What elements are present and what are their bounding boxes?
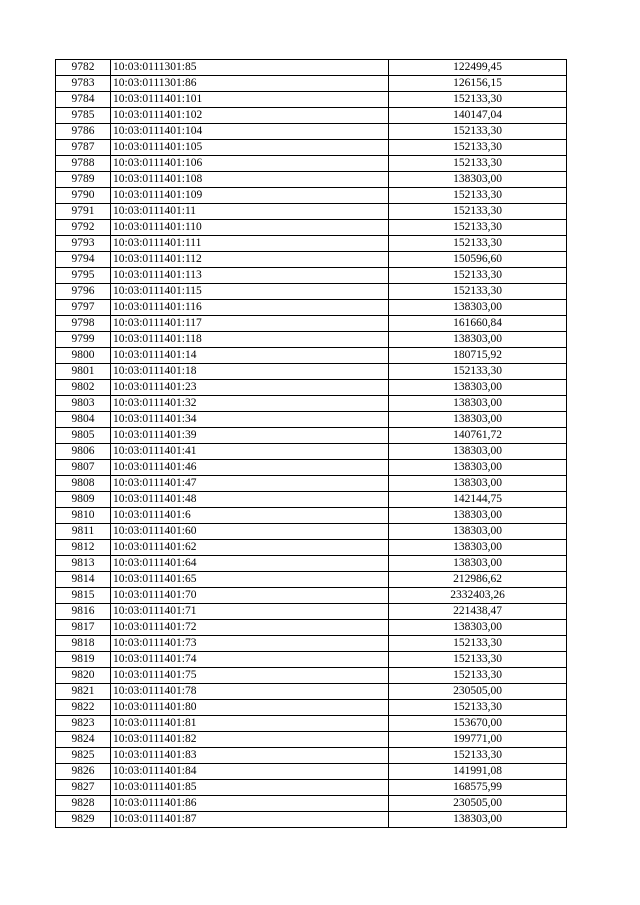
- cadastral-number-cell: 10:03:0111401:85: [111, 780, 389, 796]
- cadastral-number-cell: 10:03:0111401:86: [111, 796, 389, 812]
- amount-cell: 138303,00: [389, 396, 567, 412]
- row-number-cell: 9788: [56, 156, 111, 172]
- row-number-cell: 9812: [56, 540, 111, 556]
- row-number-cell: 9790: [56, 188, 111, 204]
- table-row: [56, 76, 567, 92]
- table-row: [56, 588, 567, 604]
- cadastral-number-cell: 10:03:0111401:62: [111, 540, 389, 556]
- table-row: [56, 620, 567, 636]
- amount-cell: 152133,30: [389, 188, 567, 204]
- amount-cell: 140147,04: [389, 108, 567, 124]
- amount-cell: 138303,00: [389, 460, 567, 476]
- amount-cell: 152133,30: [389, 652, 567, 668]
- cadastral-number-cell: 10:03:0111401:47: [111, 476, 389, 492]
- row-number-cell: 9817: [56, 620, 111, 636]
- data-table: [55, 59, 567, 828]
- row-number-cell: 9808: [56, 476, 111, 492]
- table-row: [56, 524, 567, 540]
- row-number-cell: 9804: [56, 412, 111, 428]
- amount-cell: 152133,30: [389, 124, 567, 140]
- table-row: [56, 348, 567, 364]
- table-row: [56, 476, 567, 492]
- table-row: [56, 572, 567, 588]
- row-number-cell: 9829: [56, 812, 111, 828]
- table-row: [56, 92, 567, 108]
- cadastral-number-cell: 10:03:0111401:112: [111, 252, 389, 268]
- amount-cell: 142144,75: [389, 492, 567, 508]
- cadastral-number-cell: 10:03:0111401:11: [111, 204, 389, 220]
- table-row: [56, 652, 567, 668]
- cadastral-number-cell: 10:03:0111401:32: [111, 396, 389, 412]
- amount-cell: 212986,62: [389, 572, 567, 588]
- cadastral-number-cell: 10:03:0111401:83: [111, 748, 389, 764]
- amount-cell: 161660,84: [389, 316, 567, 332]
- table-row: [56, 204, 567, 220]
- amount-cell: 152133,30: [389, 748, 567, 764]
- table-row: [56, 140, 567, 156]
- amount-cell: 152133,30: [389, 636, 567, 652]
- row-number-cell: 9806: [56, 444, 111, 460]
- table-row: [56, 508, 567, 524]
- row-number-cell: 9794: [56, 252, 111, 268]
- table-row: [56, 668, 567, 684]
- amount-cell: 152133,30: [389, 92, 567, 108]
- amount-cell: 141991,08: [389, 764, 567, 780]
- table-row: [56, 108, 567, 124]
- cadastral-number-cell: 10:03:0111401:60: [111, 524, 389, 540]
- cadastral-number-cell: 10:03:0111401:72: [111, 620, 389, 636]
- amount-cell: 138303,00: [389, 172, 567, 188]
- table-body: [56, 60, 567, 828]
- row-number-cell: 9797: [56, 300, 111, 316]
- row-number-cell: 9827: [56, 780, 111, 796]
- row-number-cell: 9814: [56, 572, 111, 588]
- table-row: [56, 268, 567, 284]
- cadastral-number-cell: 10:03:0111401:108: [111, 172, 389, 188]
- cadastral-number-cell: 10:03:0111401:70: [111, 588, 389, 604]
- cadastral-number-cell: 10:03:0111401:75: [111, 668, 389, 684]
- table-row: [56, 284, 567, 300]
- cadastral-number-cell: 10:03:0111301:85: [111, 60, 389, 76]
- row-number-cell: 9826: [56, 764, 111, 780]
- table-row: [56, 364, 567, 380]
- amount-cell: 140761,72: [389, 428, 567, 444]
- row-number-cell: 9784: [56, 92, 111, 108]
- cadastral-number-cell: 10:03:0111401:23: [111, 380, 389, 396]
- cadastral-number-cell: 10:03:0111401:74: [111, 652, 389, 668]
- amount-cell: 138303,00: [389, 508, 567, 524]
- cadastral-number-cell: 10:03:0111401:113: [111, 268, 389, 284]
- row-number-cell: 9811: [56, 524, 111, 540]
- table-row: [56, 700, 567, 716]
- amount-cell: 152133,30: [389, 284, 567, 300]
- row-number-cell: 9813: [56, 556, 111, 572]
- amount-cell: 138303,00: [389, 620, 567, 636]
- cadastral-number-cell: 10:03:0111401:48: [111, 492, 389, 508]
- cadastral-number-cell: 10:03:0111401:14: [111, 348, 389, 364]
- cadastral-number-cell: 10:03:0111401:115: [111, 284, 389, 300]
- row-number-cell: 9822: [56, 700, 111, 716]
- amount-cell: 138303,00: [389, 380, 567, 396]
- row-number-cell: 9823: [56, 716, 111, 732]
- amount-cell: 230505,00: [389, 684, 567, 700]
- amount-cell: 168575,99: [389, 780, 567, 796]
- cadastral-number-cell: 10:03:0111401:41: [111, 444, 389, 460]
- table-row: [56, 172, 567, 188]
- cadastral-number-cell: 10:03:0111401:71: [111, 604, 389, 620]
- table-row: [56, 540, 567, 556]
- cadastral-number-cell: 10:03:0111401:81: [111, 716, 389, 732]
- amount-cell: 153670,00: [389, 716, 567, 732]
- amount-cell: 152133,30: [389, 140, 567, 156]
- row-number-cell: 9798: [56, 316, 111, 332]
- row-number-cell: 9783: [56, 76, 111, 92]
- amount-cell: 122499,45: [389, 60, 567, 76]
- cadastral-number-cell: 10:03:0111401:78: [111, 684, 389, 700]
- amount-cell: 138303,00: [389, 332, 567, 348]
- table-row: [56, 220, 567, 236]
- row-number-cell: 9824: [56, 732, 111, 748]
- row-number-cell: 9793: [56, 236, 111, 252]
- cadastral-number-cell: 10:03:0111401:111: [111, 236, 389, 252]
- row-number-cell: 9786: [56, 124, 111, 140]
- table-row: [56, 732, 567, 748]
- amount-cell: 199771,00: [389, 732, 567, 748]
- amount-cell: 138303,00: [389, 476, 567, 492]
- table-row: [56, 332, 567, 348]
- row-number-cell: 9792: [56, 220, 111, 236]
- amount-cell: 138303,00: [389, 444, 567, 460]
- cadastral-number-cell: 10:03:0111401:116: [111, 300, 389, 316]
- table-row: [56, 444, 567, 460]
- cadastral-number-cell: 10:03:0111401:87: [111, 812, 389, 828]
- table-row: [56, 764, 567, 780]
- row-number-cell: 9791: [56, 204, 111, 220]
- cadastral-number-cell: 10:03:0111401:64: [111, 556, 389, 572]
- cadastral-number-cell: 10:03:0111301:86: [111, 76, 389, 92]
- amount-cell: 180715,92: [389, 348, 567, 364]
- amount-cell: 221438,47: [389, 604, 567, 620]
- row-number-cell: 9782: [56, 60, 111, 76]
- row-number-cell: 9803: [56, 396, 111, 412]
- row-number-cell: 9799: [56, 332, 111, 348]
- cadastral-number-cell: 10:03:0111401:110: [111, 220, 389, 236]
- table-row: [56, 60, 567, 76]
- amount-cell: 126156,15: [389, 76, 567, 92]
- table-row: [56, 380, 567, 396]
- table-row: [56, 748, 567, 764]
- cadastral-number-cell: 10:03:0111401:106: [111, 156, 389, 172]
- cadastral-number-cell: 10:03:0111401:109: [111, 188, 389, 204]
- amount-cell: 138303,00: [389, 412, 567, 428]
- amount-cell: 138303,00: [389, 300, 567, 316]
- row-number-cell: 9787: [56, 140, 111, 156]
- table-row: [56, 812, 567, 828]
- row-number-cell: 9820: [56, 668, 111, 684]
- amount-cell: 152133,30: [389, 364, 567, 380]
- row-number-cell: 9807: [56, 460, 111, 476]
- amount-cell: 152133,30: [389, 236, 567, 252]
- amount-cell: 150596,60: [389, 252, 567, 268]
- cadastral-number-cell: 10:03:0111401:6: [111, 508, 389, 524]
- table-row: [56, 684, 567, 700]
- row-number-cell: 9821: [56, 684, 111, 700]
- table-row: [56, 460, 567, 476]
- amount-cell: 138303,00: [389, 812, 567, 828]
- cadastral-number-cell: 10:03:0111401:39: [111, 428, 389, 444]
- row-number-cell: 9816: [56, 604, 111, 620]
- table-row: [56, 780, 567, 796]
- amount-cell: 138303,00: [389, 556, 567, 572]
- row-number-cell: 9810: [56, 508, 111, 524]
- table-row: [56, 428, 567, 444]
- cadastral-number-cell: 10:03:0111401:18: [111, 364, 389, 380]
- amount-cell: 138303,00: [389, 524, 567, 540]
- table-row: [56, 796, 567, 812]
- table-row: [56, 412, 567, 428]
- row-number-cell: 9819: [56, 652, 111, 668]
- row-number-cell: 9796: [56, 284, 111, 300]
- amount-cell: 152133,30: [389, 268, 567, 284]
- table-row: [56, 300, 567, 316]
- cadastral-number-cell: 10:03:0111401:84: [111, 764, 389, 780]
- amount-cell: 2332403,26: [389, 588, 567, 604]
- table-row: [56, 716, 567, 732]
- table-row: [56, 236, 567, 252]
- row-number-cell: 9801: [56, 364, 111, 380]
- row-number-cell: 9815: [56, 588, 111, 604]
- table-row: [56, 604, 567, 620]
- row-number-cell: 9809: [56, 492, 111, 508]
- row-number-cell: 9785: [56, 108, 111, 124]
- amount-cell: 152133,30: [389, 668, 567, 684]
- cadastral-number-cell: 10:03:0111401:117: [111, 316, 389, 332]
- cadastral-number-cell: 10:03:0111401:46: [111, 460, 389, 476]
- table-row: [56, 636, 567, 652]
- table-row: [56, 252, 567, 268]
- row-number-cell: 9805: [56, 428, 111, 444]
- row-number-cell: 9825: [56, 748, 111, 764]
- row-number-cell: 9800: [56, 348, 111, 364]
- cadastral-number-cell: 10:03:0111401:34: [111, 412, 389, 428]
- cadastral-number-cell: 10:03:0111401:102: [111, 108, 389, 124]
- row-number-cell: 9795: [56, 268, 111, 284]
- cadastral-number-cell: 10:03:0111401:118: [111, 332, 389, 348]
- table-row: [56, 156, 567, 172]
- cadastral-number-cell: 10:03:0111401:80: [111, 700, 389, 716]
- table-row: [56, 556, 567, 572]
- row-number-cell: 9789: [56, 172, 111, 188]
- cadastral-number-cell: 10:03:0111401:105: [111, 140, 389, 156]
- table-row: [56, 124, 567, 140]
- cadastral-number-cell: 10:03:0111401:101: [111, 92, 389, 108]
- amount-cell: 152133,30: [389, 220, 567, 236]
- cadastral-number-cell: 10:03:0111401:82: [111, 732, 389, 748]
- table-row: [56, 492, 567, 508]
- row-number-cell: 9818: [56, 636, 111, 652]
- row-number-cell: 9828: [56, 796, 111, 812]
- table-row: [56, 396, 567, 412]
- amount-cell: 152133,30: [389, 156, 567, 172]
- cadastral-number-cell: 10:03:0111401:65: [111, 572, 389, 588]
- cadastral-number-cell: 10:03:0111401:104: [111, 124, 389, 140]
- table-row: [56, 316, 567, 332]
- row-number-cell: 9802: [56, 380, 111, 396]
- cadastral-number-cell: 10:03:0111401:73: [111, 636, 389, 652]
- amount-cell: 138303,00: [389, 540, 567, 556]
- amount-cell: 230505,00: [389, 796, 567, 812]
- amount-cell: 152133,30: [389, 204, 567, 220]
- table-row: [56, 188, 567, 204]
- amount-cell: 152133,30: [389, 700, 567, 716]
